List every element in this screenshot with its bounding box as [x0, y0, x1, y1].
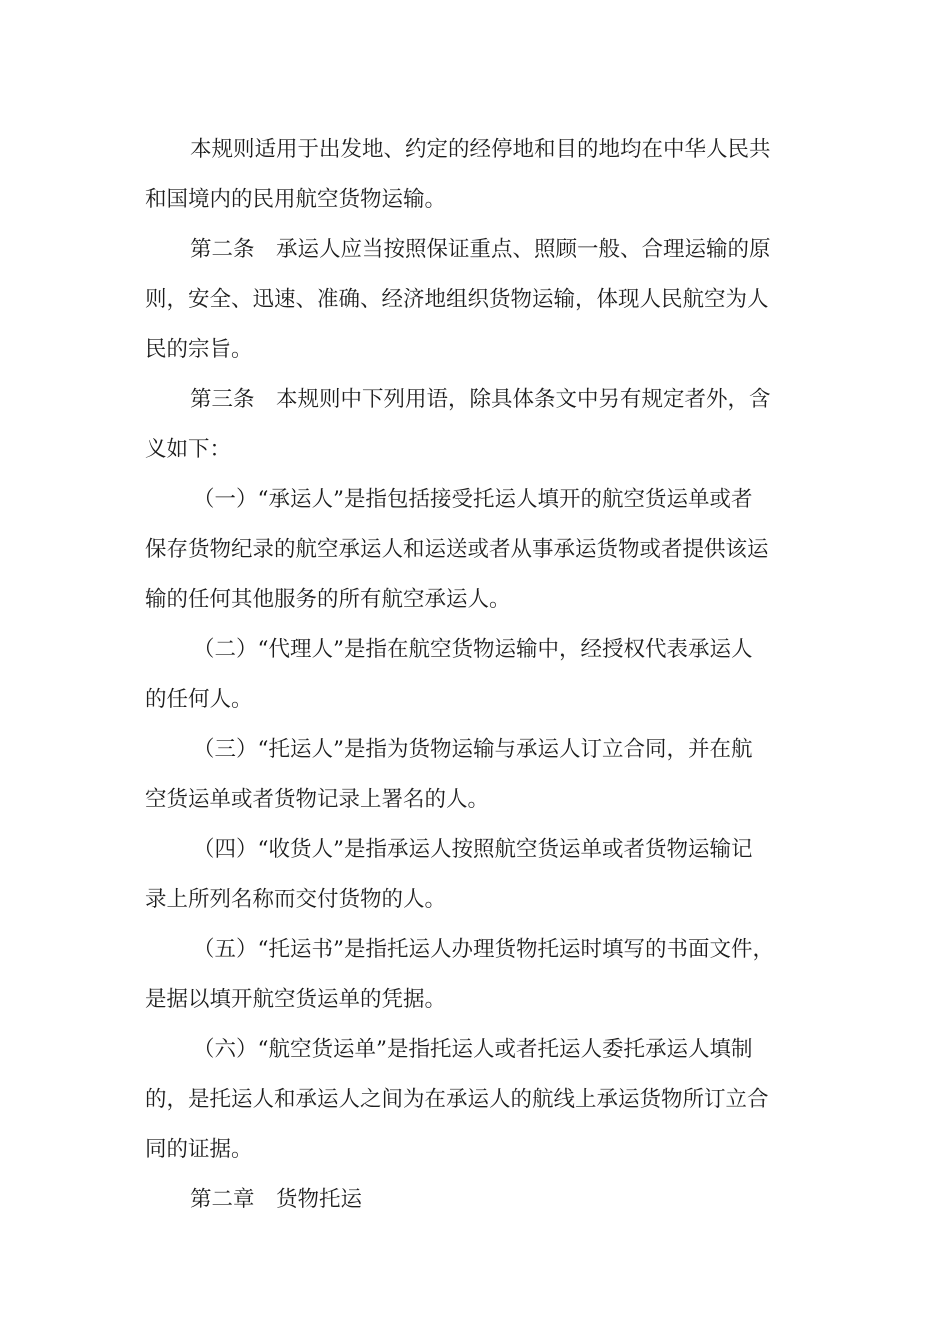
text-line: 的，是托运人和承运人之间为在承运人的航线上承运货物所订立合 — [145, 1087, 769, 1112]
text-line: 则，安全、迅速、准确、经济地组织货物运输，体现人民航空为人 — [145, 287, 769, 312]
text-line: （二）“代理人”是指在航空货物运输中，经授权代表承运人 — [193, 637, 753, 662]
definition-agent — [145, 625, 825, 725]
paragraph-scope — [145, 125, 825, 225]
text-line: 第二条 承运人应当按照保证重点、照顾一般、合理运输的原 — [190, 237, 771, 262]
definition-shipper — [145, 725, 825, 825]
paragraph-article-2 — [145, 225, 825, 375]
definition-carrier — [145, 475, 825, 625]
text-line: 民的宗旨。 — [145, 337, 253, 362]
definition-air-waybill — [145, 1025, 825, 1175]
text-line: 本规则适用于出发地、约定的经停地和目的地均在中华人民共 — [190, 137, 771, 162]
paragraph-article-3 — [145, 375, 825, 475]
text-line: 的任何人。 — [145, 687, 253, 712]
definition-shipping-letter — [145, 925, 825, 1025]
text-line: 同的证据。 — [145, 1137, 253, 1162]
definition-consignee — [145, 825, 825, 925]
text-line: （六）“航空货运单”是指托运人或者托运人委托承运人填制 — [193, 1037, 753, 1062]
text-line: 是据以填开航空货运单的凭据。 — [145, 987, 447, 1012]
text-line: 录上所列名称而交付货物的人。 — [145, 887, 447, 912]
text-line: （一）“承运人”是指包括接受托运人填开的航空货运单或者 — [193, 487, 753, 512]
text-line: 第三条 本规则中下列用语，除具体条文中另有规定者外，含 — [190, 387, 771, 412]
text-line: 空货运单或者货物记录上署名的人。 — [145, 787, 490, 812]
text-line: 和国境内的民用航空货物运输。 — [145, 187, 447, 212]
text-line: （四）“收货人”是指承运人按照航空货运单或者货物运输记 — [193, 837, 753, 862]
text-line: 输的任何其他服务的所有航空承运人。 — [145, 587, 511, 612]
document-body — [145, 125, 825, 1225]
chapter-heading — [145, 1175, 825, 1225]
text-line: （五）“托运书”是指托运人办理货物托运时填写的书面文件， — [193, 937, 774, 962]
text-line: 义如下： — [145, 437, 232, 462]
text-line: （三）“托运人”是指为货物运输与承运人订立合同，并在航 — [193, 737, 753, 762]
text-line: 第二章 货物托运 — [190, 1187, 363, 1212]
text-line: 保存货物纪录的航空承运人和运送或者从事承运货物或者提供该运 — [145, 537, 769, 562]
